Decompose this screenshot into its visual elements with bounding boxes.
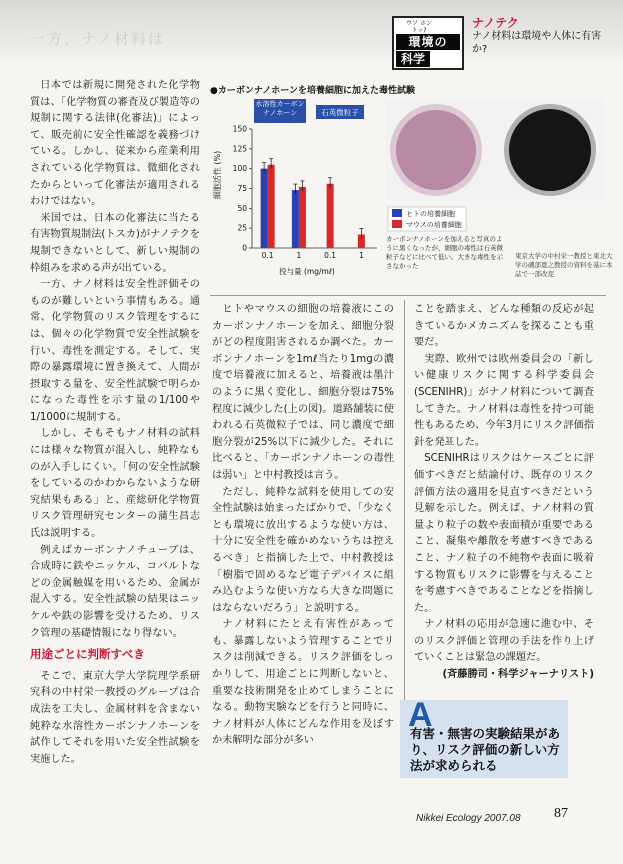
- column-3: [414, 302, 594, 684]
- magazine-footer: Nikkei Ecology 2007.08: [416, 813, 521, 824]
- column-1: [30, 78, 200, 768]
- bar: [327, 184, 334, 248]
- y-tick-label: 125: [232, 144, 247, 154]
- badge-line-1: 環境の: [396, 34, 460, 50]
- chart-bottom-rule: [210, 295, 606, 296]
- chart-credit: 東京大学の中村栄一教授と東北大学の磯部寛之教授の資料を基に本誌で一部改変: [515, 252, 613, 278]
- answer-box: [400, 696, 568, 778]
- column-divider: [404, 300, 405, 700]
- paragraph: ナノ材料の応用が急速に進む中、そのリスク評価と管理の手法を作り上げていくことは緊急の課題だ。: [414, 619, 594, 664]
- category-label: ナノテク: [472, 16, 519, 30]
- paragraph: ナノ材料にたとえ有害性があっても、暴露しないよう管理することでリスクは削減できる。リスク評価をしっかりして、用途ごとに判断しないと、重要な技術開発を止めてしまうことになる。動物実験などを行うと同時に、ナノ材料が人体にどんな作用を及ぼすか未解明な部分が多い: [212, 619, 394, 747]
- dish-cnh-photo: [509, 109, 591, 191]
- legend-human: ヒトの培養細胞: [406, 210, 455, 218]
- series-badge: [392, 16, 464, 70]
- x-tick-label: 1: [296, 251, 302, 260]
- paragraph: ただし、純粋な試料を使用しての安全性試験は始まったばかりで、「少なくとも環境に放出するような使い方は、十分に安全性を確かめないうちは控えるべき」と指摘した上で、中村教授は「樹脂で固めるなど電子デバイスに組み込むような使い方なら大きな問題にはならないだろう」と説明する。: [212, 486, 394, 614]
- badge-small-text: ウソ ホントッ?: [406, 20, 432, 34]
- paragraph: ヒトやマウスの細胞の培養液にこのカーボンナノホーンを加え、細胞分裂がどの程度阻害されるか調べた。カーボンナノホーンを1mℓ当たり1mgの濃度で培養液に加えると、培養液は墨汁のように黒く変化し、細胞分裂は75%程度に減少した(上の図)。道路舗装に使われる石英微粒子では、同じ濃度で細胞分裂が25%以下に減少した。それに比べると、「カーボンナノホーンの毒性は弱い」と中村教授は言う。: [212, 304, 394, 481]
- bar: [299, 187, 306, 248]
- answer-text: 有害・無害の実験結果があり、リスク評価の新しい方法が求められる: [410, 726, 561, 773]
- x-tick-label: 0.1: [261, 251, 274, 260]
- chart-title: ●カーボンナノホーンを培養細胞に加えた毒性試験: [210, 86, 416, 96]
- legend-swatch-human: [392, 209, 402, 217]
- chart-caption-holder: [386, 235, 506, 283]
- y-axis-label: 細胞活性 (%): [213, 150, 222, 200]
- cnh-label-holder: [254, 100, 306, 124]
- x-tick-label: 1: [358, 251, 364, 260]
- author-byline: (斉藤勝司・科学ジャーナリスト): [442, 669, 594, 681]
- paragraph: しかし、そもそもナノ材料の試料には様々な物質が混入し、純粋なものが入手しにくい。「何の安全性試験をしているのかわからないような研究結果もある」と、産総研化学物質リスク管理研究センターの蒲生昌志氏は説明する。: [30, 428, 200, 540]
- paragraph: 例えばカーボンナノチューブは、合成時に鉄やニッケル、コバルトなどの金属触媒を用いるため、金属が混入する。安全性試験の結果はニッケルや鉄の影響を受けるため、リスク管理の基礎情報になり得ない。: [30, 544, 200, 639]
- x-tick-label: 0.1: [324, 251, 337, 260]
- bar: [261, 169, 268, 248]
- paragraph: ことを踏まえ、どんな種類の反応が起きているかメカニズムを探ることも重要だ。: [414, 304, 594, 349]
- paragraph: SCENIHRはリスクはケースごとに評価すべきだと結論付け、既存のリスク評価方法の適用を見直すべきだという見解を示した。例えば、ナノ材料の質量より粒子の数や表面積が重要であること、凝集や離散を考慮すべきであること、ナノ粒子の不純物や表面に吸着する物質もリスクに影響を与えることを考慮すべきであることなどを指摘した。: [414, 453, 594, 614]
- y-tick-label: 25: [237, 223, 247, 233]
- paragraph: 実際、欧州では欧州委員会の「新しい健康リスクに関する科学委員会(SCENIHR)」がナノ材料について調査してきた。ナノ材料は毒性を持つ可能性もあるため、今年3月にリスク評価指針を発표した。: [414, 353, 594, 448]
- legend-mouse: マウスの培養細胞: [406, 221, 462, 229]
- dish-control-photo: [396, 110, 476, 190]
- y-tick-label: 50: [237, 203, 247, 213]
- question-title: ナノ材料は環境や人体に有害か?: [472, 31, 602, 55]
- y-tick-label: 75: [237, 184, 247, 193]
- legend-swatch-mouse: [392, 220, 402, 228]
- page-number: 87: [554, 806, 568, 821]
- y-tick-label: 0: [242, 243, 247, 253]
- cnh-label: 水溶性カーボンナノホーン: [255, 100, 305, 117]
- y-tick-label: 150: [232, 124, 247, 134]
- show-through-text: 一方、ナノ材料は: [30, 30, 165, 48]
- section-heading: 用途ごとに判断すべき: [30, 647, 145, 662]
- paragraph: 日本では新規に開発された化学物質は、「化学物質の審査及び製造等の規制に関する法律(化審法)」によって、販売前に安全性確認を義務づけている。しかし、従来から産業利用されている化学物質は、微細化されたからといって化審法が適用されるわけではない。: [30, 80, 200, 208]
- paragraph: 米国では、日本の化審法に当たる有害物質規制法(トスカ)がナノテクを規制できないとして、新しい規制の枠組みを求める声が出ている。: [30, 212, 200, 274]
- badge-line-2: 科学: [396, 51, 430, 67]
- y-tick-label: 100: [232, 164, 247, 174]
- paragraph: そこで、東京大学大学院理学系研究科の中村栄一教授のグループは合成法を工夫し、金属材料を含まない純粋な水溶性カーボンナノホーンを試作してそれを用いた安全性試験を実施した。: [30, 670, 200, 765]
- bar: [268, 165, 275, 248]
- column-2: [212, 302, 394, 750]
- paragraph: 一方、ナノ材料は安全性評価そのものが難しいという事情もある。通常、化学物質のリスク管理をするには、個々の化学物質で安全性試験を行い、毒性を測定する。そして、実際の暴露環境に置き換えて、人間が摂取する量を、安全性試験で明らかになった毒性を示す量の1/100や1/1000に規制する。: [30, 279, 200, 423]
- chart-caption: カーボンナノホーンを加えると写真のように黒くなったが、細胞の毒性は石英微粒子などに比べて低い。大きな毒性を示さなかった: [386, 235, 503, 270]
- bar: [292, 190, 299, 248]
- quartz-label: 石英微粒子: [321, 108, 359, 117]
- answer-letter: A: [408, 696, 433, 734]
- x-axis-label: 投与量 (mg/mℓ): [279, 267, 335, 276]
- chart-bars: [261, 159, 365, 248]
